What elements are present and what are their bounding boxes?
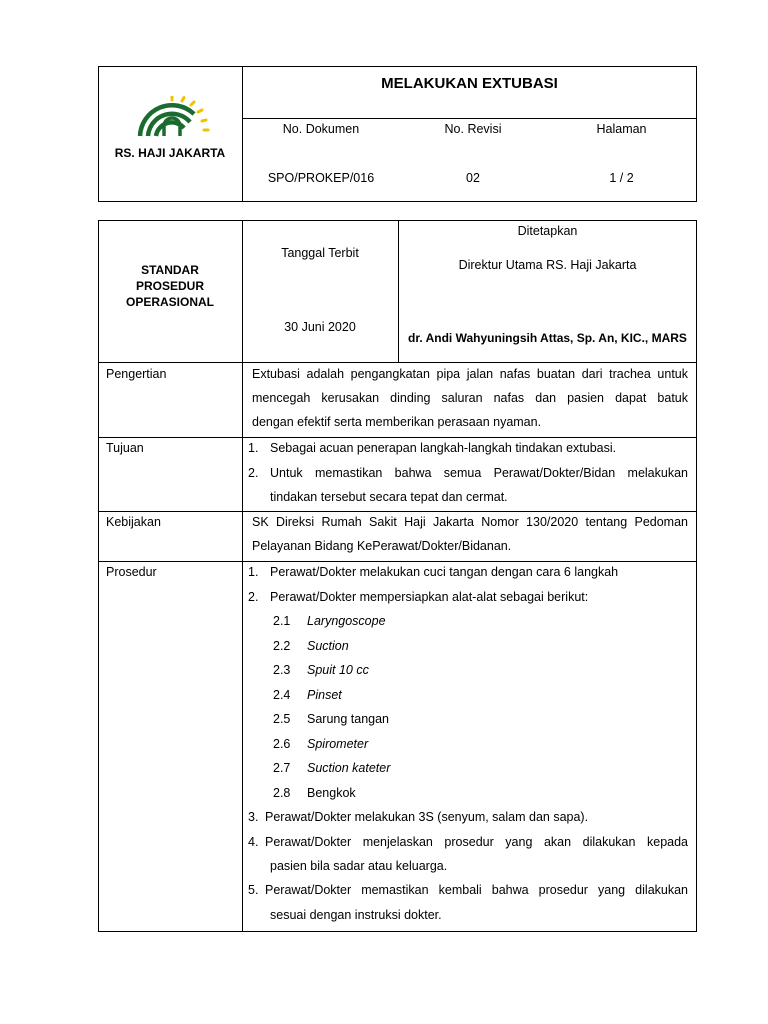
doc-no-label: No. Dokumen [282, 122, 360, 136]
tool-name: Laryngoscope [307, 614, 386, 628]
prosedur-step5-line1: Perawat/Dokter memastikan kembali bahwa prosedur yang dilakukan [265, 883, 688, 897]
pengertian-line1: Extubasi adalah pengangkatan pipa jalan nafas buatan dari trachea untuk [252, 367, 688, 381]
doc-no-value: SPO/PROKEP/016 [267, 171, 375, 185]
approved-label: Ditetapkan [517, 224, 578, 238]
kebijakan-label: Kebijakan [106, 515, 161, 529]
tool-name: Suction kateter [307, 761, 391, 775]
pengertian-line3: dengan efektif serta memberikan perasaan nyaman. [252, 415, 542, 429]
tujuan-item2-line2: tindakan tersebut secara tepat dan cermat. [270, 490, 508, 504]
prosedur-step3-text: Perawat/Dokter melakukan 3S (senyum, salam dan sapa). [265, 810, 589, 824]
tool-number: 2.6 [273, 737, 291, 751]
tool-number: 2.5 [273, 712, 291, 726]
header-title-divider [242, 118, 697, 119]
hospital-logo [132, 96, 212, 142]
prosedur-step3-number: 3. [248, 810, 259, 824]
spo-label-line1: STANDAR [141, 263, 199, 277]
pengertian-label: Pengertian [106, 367, 167, 381]
tool-name: Pinset [307, 688, 342, 702]
tujuan-item1-text: Sebagai acuan penerapan langkah-langkah tindakan extubasi. [270, 441, 617, 455]
issue-date-label: Tanggal Terbit [281, 246, 359, 260]
spo-label-line3: OPERASIONAL [125, 295, 214, 309]
approver-name: dr. Andi Wahyuningsih Attas, Sp. An, KIC., MARS [408, 331, 687, 345]
spo-label-line2: PROSEDUR [135, 279, 204, 293]
tool-number: 2.1 [273, 614, 291, 628]
prosedur-step4-line1: Perawat/Dokter menjelaskan prosedur yang akan dilakukan kepada [265, 835, 688, 849]
kebijakan-line1: SK Direksi Rumah Sakit Haji Jakarta Nomor 130/2020 tentang Pedoman [252, 515, 688, 529]
prosedur-step5-line2: sesuai dengan instruksi dokter. [270, 908, 442, 922]
pengertian-line2: mencegah kerusakan dinding saluran nafas dan pasien dapat batuk [252, 391, 688, 405]
tool-name: Sarung tangan [307, 712, 390, 726]
row-divider-pengertian [98, 437, 697, 438]
prosedur-step2-number: 2. [248, 590, 259, 604]
prosedur-step4-number: 4. [248, 835, 259, 849]
row-divider-tujuan [98, 511, 697, 512]
tujuan-label: Tujuan [106, 441, 144, 455]
tujuan-item2-line1: Untuk memastikan bahwa semua Perawat/Dokter/Bidan melakukan [270, 466, 688, 480]
row-divider-kebijakan [98, 561, 697, 562]
row-divider-info [98, 362, 697, 363]
tujuan-item2-number: 2. [248, 466, 259, 480]
tujuan-item1-number: 1. [248, 441, 259, 455]
page-label: Halaman [596, 122, 647, 136]
kebijakan-line2: Pelayanan Bidang KePerawat/Dokter/Bidanan. [252, 539, 512, 553]
tool-number: 2.8 [273, 786, 291, 800]
revision-value: 02 [466, 171, 480, 185]
tool-name: Spuit 10 cc [307, 663, 369, 677]
tool-name: Spirometer [307, 737, 369, 751]
tool-name: Suction [307, 639, 349, 653]
prosedur-step2-text: Perawat/Dokter mempersiapkan alat-alat sebagai berikut: [270, 590, 589, 604]
page-value: 1 / 2 [609, 171, 634, 185]
tool-number: 2.3 [273, 663, 291, 677]
prosedur-step1-text: Perawat/Dokter melakukan cuci tangan dengan cara 6 langkah [270, 565, 619, 579]
hospital-name: RS. HAJI JAKARTA [114, 146, 226, 160]
approver-title: Direktur Utama RS. Haji Jakarta [458, 258, 637, 272]
document-title: MELAKUKAN EXTUBASI [381, 75, 558, 92]
prosedur-label: Prosedur [106, 565, 157, 579]
tool-number: 2.7 [273, 761, 291, 775]
prosedur-step5-number: 5. [248, 883, 259, 897]
prosedur-step4-line2: pasien bila sadar atau keluarga. [270, 859, 448, 873]
prosedur-step1-number: 1. [248, 565, 259, 579]
revision-label: No. Revisi [444, 122, 502, 136]
tool-number: 2.4 [273, 688, 291, 702]
tool-name: Bengkok [307, 786, 356, 800]
issue-date-value: 30 Juni 2020 [284, 320, 356, 334]
tool-number: 2.2 [273, 639, 291, 653]
